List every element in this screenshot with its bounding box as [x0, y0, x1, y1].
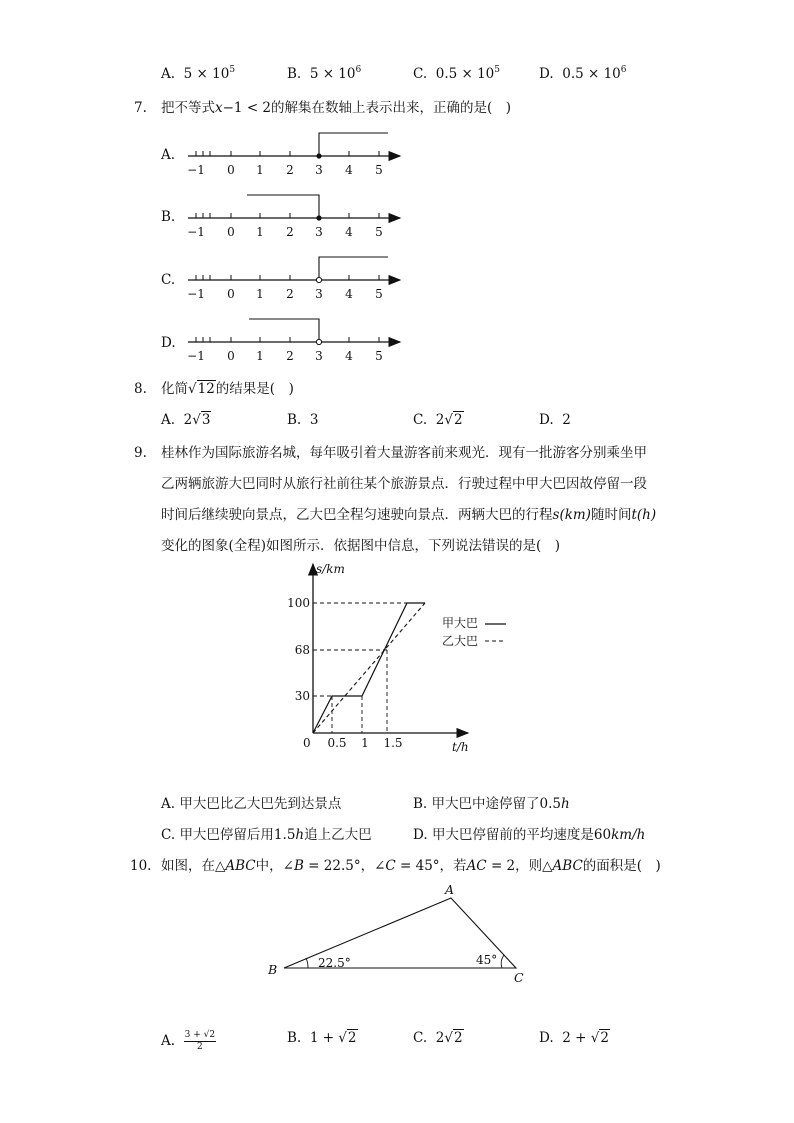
- tick-labels: [187, 225, 383, 239]
- tick-labels: [187, 287, 383, 301]
- solution-ray: [247, 195, 319, 218]
- q6-option-c[interactable]: C. $0.5 \times 10^5$: [413, 65, 501, 82]
- tick-label: 2: [286, 225, 294, 239]
- guide-lines: [313, 603, 407, 733]
- solid-dot: [316, 215, 321, 220]
- tick-label: 4: [345, 163, 353, 177]
- tick-labels: [187, 349, 383, 363]
- tick-label: 0: [227, 163, 235, 177]
- tick-label: 4: [345, 349, 353, 363]
- x-axis-label: t/h: [452, 740, 469, 754]
- angle-b-arc: [306, 958, 308, 968]
- angle-b-label: 22.5°: [318, 956, 351, 970]
- tick-label: 1: [256, 349, 264, 363]
- tick-label: 4: [345, 225, 353, 239]
- tick-marks: [196, 151, 379, 156]
- tick-label: 1: [256, 287, 264, 301]
- q8-option-c[interactable]: C. 2√2: [413, 412, 463, 428]
- tick-label: 3: [315, 287, 323, 301]
- q10-number: 10.: [130, 858, 152, 874]
- number-line-c: [187, 257, 400, 301]
- x-tick-label: 1: [361, 736, 369, 750]
- tick-label: −1: [187, 163, 205, 177]
- legend-swatches: [484, 620, 510, 646]
- q9-option-a[interactable]: A. 甲大巴比乙大巴先到达景点: [161, 796, 342, 812]
- q7-option-b-letter[interactable]: B.: [161, 209, 176, 225]
- tick-label: −1: [187, 287, 205, 301]
- tick-label: 0: [227, 349, 235, 363]
- tick-label: 5: [375, 287, 383, 301]
- q9-option-d[interactable]: D. 甲大巴停留前的平均速度是60km/h: [413, 827, 646, 843]
- tick-label: 1: [256, 225, 264, 239]
- fraction: $\frac{3 + √2}{2}$: [184, 1030, 216, 1052]
- q9-stem-line-4: 变化的图象(全程)如图所示．依据图中信息，下列说法错误的是( ): [161, 538, 561, 554]
- q10-option-b[interactable]: B. 1 + √2: [287, 1030, 357, 1046]
- q7-option-a-letter[interactable]: A.: [161, 147, 176, 163]
- y-tick-label: 100: [287, 596, 310, 610]
- tick-label: 0: [227, 287, 235, 301]
- origin-label: 0: [303, 736, 311, 750]
- bus-yi-line: [313, 603, 425, 733]
- q7-number: 7.: [134, 100, 147, 116]
- number-line-a: [187, 133, 400, 177]
- graph-legend: [442, 615, 486, 648]
- tick-marks: [196, 213, 379, 218]
- angle-c-arc: [501, 955, 504, 968]
- hollow-dot: [316, 339, 321, 344]
- q10-option-d[interactable]: D. 2 + √2: [539, 1030, 609, 1046]
- tick-marks: [196, 275, 379, 280]
- tick-label: 5: [375, 225, 383, 239]
- y-tick-label: 30: [294, 689, 310, 703]
- q6-option-d[interactable]: D. $0.5 \times 10^6$: [539, 65, 627, 82]
- solution-ray: [319, 133, 388, 156]
- solution-ray: [249, 319, 319, 339]
- tick-label: 4: [345, 287, 353, 301]
- y-axis-label: s/km: [316, 562, 345, 576]
- tick-label: 2: [286, 163, 294, 177]
- tick-labels: [187, 163, 383, 177]
- vertex-labels: [267, 882, 524, 985]
- q10-option-a[interactable]: A. $\frac{3 + √2}{2}$: [161, 1030, 216, 1052]
- tick-label: 2: [286, 287, 294, 301]
- tick-label: 3: [315, 225, 323, 239]
- q7-stem: 把不等式x−1 < 2的解集在数轴上表示出来，正确的是( ): [161, 100, 512, 116]
- q8-stem: 化简√12的结果是( ): [161, 381, 294, 397]
- y-tick-label: 68: [294, 643, 310, 657]
- q10-stem: 如图，在△ABC中，∠B = 22.5°，∠C = 45°，若AC = 2，则△ABC的面积是( ): [161, 858, 661, 874]
- q9-number: 9.: [134, 445, 147, 461]
- angle-c-label: 45°: [476, 953, 498, 967]
- q9-stem-line-2: 乙两辆旅游大巴同时从旅行社前往某个旅游景点．行驶过程中甲大巴因故停留一段: [161, 476, 647, 492]
- q7-number-lines: [180, 125, 420, 373]
- tick-label: −1: [187, 225, 205, 239]
- vertex-a-label: A: [445, 882, 455, 897]
- tick-label: 3: [315, 349, 323, 363]
- number-line-d: [187, 319, 400, 363]
- tick-label: 5: [375, 163, 383, 177]
- tick-label: 5: [375, 349, 383, 363]
- number-line-b: [187, 195, 400, 239]
- q10-option-c[interactable]: C. 2√2: [413, 1030, 463, 1046]
- x-tick-label: 1.5: [383, 736, 403, 750]
- q7-option-c-letter[interactable]: C.: [161, 272, 176, 288]
- tick-label: 0: [227, 225, 235, 239]
- q8-option-d[interactable]: D. 2: [539, 412, 571, 428]
- q10-triangle-figure: [262, 878, 542, 990]
- tick-label: −1: [187, 349, 205, 363]
- vertex-c-label: C: [514, 970, 524, 985]
- q6-option-b[interactable]: B. $5 \times 10^6$: [287, 65, 362, 82]
- x-tick-label: 0.5: [327, 736, 347, 750]
- vertex-b-label: B: [268, 962, 278, 977]
- legend-jia-label: 甲大巴: [442, 616, 479, 630]
- hollow-dot: [316, 277, 321, 282]
- q6-option-a[interactable]: A. $5 \times 10^5$: [161, 65, 236, 82]
- q9-distance-time-graph: [286, 556, 486, 756]
- q9-stem-line-3: 时间后继续驶向景点，乙大巴全程匀速驶向景点．两辆大巴的行程s(km)随时间t(h): [161, 507, 657, 523]
- solution-ray: [319, 257, 388, 277]
- q8-number: 8.: [134, 381, 147, 397]
- legend-yi-label: 乙大巴: [442, 634, 479, 648]
- tick-label: 1: [256, 163, 264, 177]
- tick-label: 3: [315, 163, 323, 177]
- q9-stem-line-1: 桂林作为国际旅游名城，每年吸引着大量游客前来观光．现有一批游客分别乘坐甲: [161, 445, 647, 461]
- q7-option-d-letter[interactable]: D.: [161, 335, 176, 351]
- q9-option-c[interactable]: C. 甲大巴停留后用1.5h追上乙大巴: [161, 827, 372, 843]
- solid-dot: [316, 153, 321, 158]
- q8-option-a[interactable]: A. 2√3: [161, 412, 211, 428]
- q8-option-b[interactable]: B. 3: [287, 412, 319, 428]
- q9-option-b[interactable]: B. 甲大巴中途停留了0.5h: [413, 796, 570, 812]
- tick-marks: [196, 337, 379, 342]
- tick-label: 2: [286, 349, 294, 363]
